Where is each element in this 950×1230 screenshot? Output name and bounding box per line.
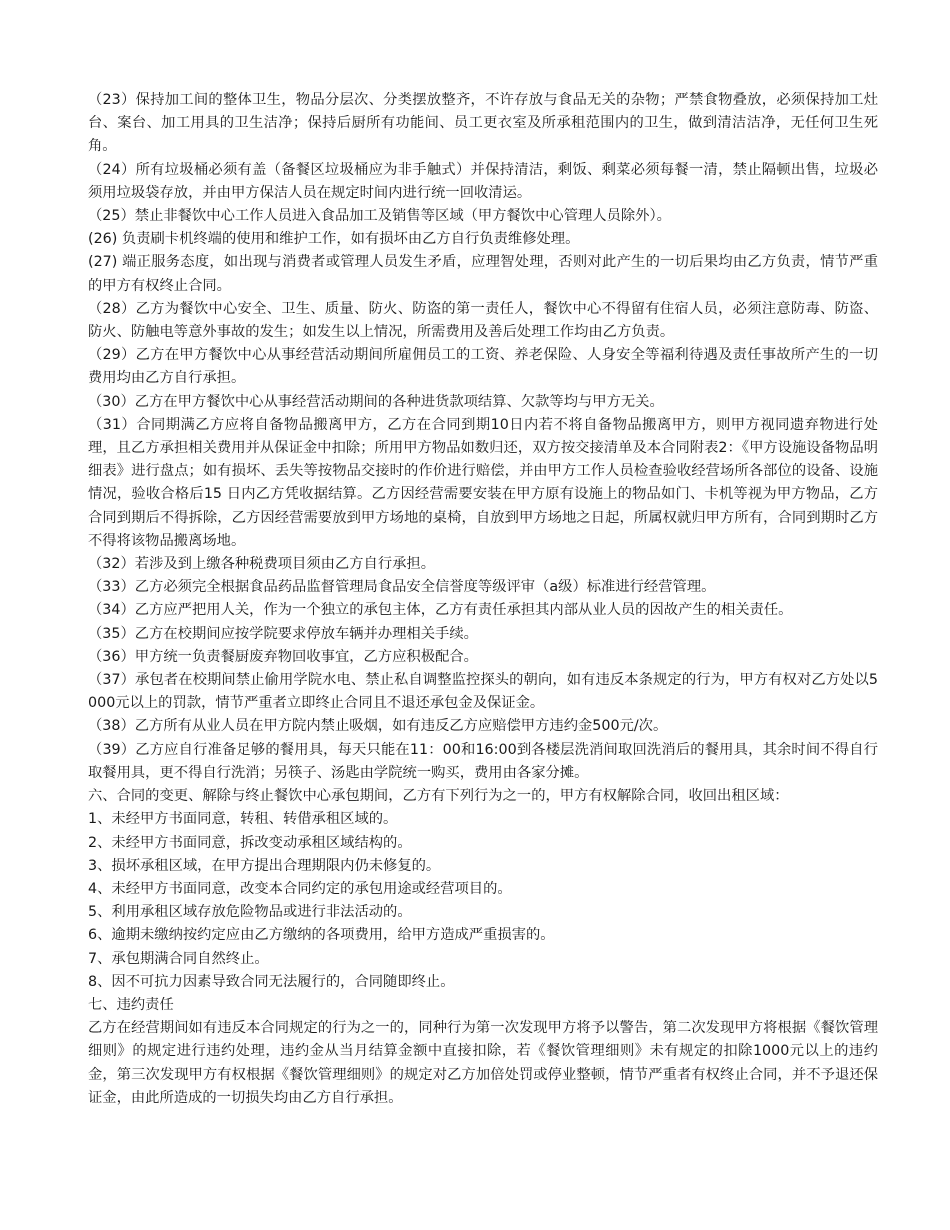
termination-item-7: 7、承包期满合同自然终止。 — [88, 950, 269, 967]
clause-32: （32）若涉及到上缴各种税费项目须由乙方自行承担。 — [88, 556, 436, 573]
termination-item-6: 6、逾期未缴纳按约定应由乙方缴纳的各项费用，给甲方造成严重损害的。 — [88, 927, 555, 944]
clause-33: （33）乙方必须完全根据食品药品监督管理局食品安全信誉度等级评审（a级）标准进行经营管理。 — [88, 579, 716, 596]
clause-31: （31）合同期满乙方应将自备物品搬离甲方，乙方在合同到期10日内若不将自备物品搬离甲方，则甲方视同遗弃物进行处理，且乙方承担相关费用并从保证金中扣除；所用甲方物品如数归还，双方按交接清单及本合同附表2：《甲方设施设备物品明细表》进行盘点；如有损坏、丢失等按物品交接时的作价进行赔偿，并由甲方工作人员检查验收经营场所各部位的设备、设施情况，验收合格后15 日内乙方凭收据结算。乙方因经营需要安装在甲方原有设施上的物品如门、卡机等视为甲方物品，乙方合同到期后不得拆除，乙方因经营需要放到甲方场地的桌椅，自放到甲方场地之日起，所属权就归甲方所有，合同到期时乙方不得将该物品搬离场地。 — [88, 416, 878, 549]
clause-28: （28）乙方为餐饮中心安全、卫生、质量、防火、防盗的第一责任人，餐饮中心不得留有住宿人员，必须注意防毒、防盗、防火、防触电等意外事故的发生；如发生以上情况，所需费用及善后处理工作均由乙方负责。 — [88, 300, 878, 341]
section-6-heading: 六、合同的变更、解除与终止餐饮中心承包期间，乙方有下列行为之一的，甲方有权解除合同，收回出租区域： — [88, 788, 789, 805]
clause-27: (27) 端正服务态度，如出现与消费者或管理人员发生矛盾，应理智处理，否则对此产生的一切后果均由乙方负责，情节严重的甲方有权终止合同。 — [88, 254, 878, 294]
clause-37: （37）承包者在校期间禁止偷用学院水电、禁止私自调整监控探头的朝向，如有违反本条规定的行为，甲方有权对乙方处以5000元以上的罚款，情节严重者立即终止合同且不退还承包金及保证金。 — [88, 672, 878, 712]
termination-item-8: 8、因不可抗力因素导致合同无法履行的，合同随即终止。 — [88, 973, 455, 990]
clause-25: （25）禁止非餐饮中心工作人员进入食品加工及销售等区域（甲方餐饮中心管理人员除外）。 — [88, 208, 671, 225]
clause-24: （24）所有垃圾桶必须有盖（备餐区垃圾桶应为非手触式）并保持清洁，剩饭、剩菜必须每餐一清，禁止隔顿出售，垃圾必须用垃圾袋存放，并由甲方保洁人员在规定时间内进行统一回收清运。 — [88, 161, 878, 201]
termination-item-4: 4、未经甲方书面同意，改变本合同约定的承包用途或经营项目的。 — [88, 880, 512, 897]
clause-23: （23）保持加工间的整体卫生，物品分层次、分类摆放整齐，不许存放与食品无关的杂物；严禁食物叠放，必须保持加工灶台、案台、加工用具的卫生洁净；保持后厨所有功能间、员工更衣室及所承租范围内的卫生，做到清洁洁净，无任何卫生死角。 — [88, 92, 878, 155]
termination-item-1: 1、未经甲方书面同意，转租、转借承租区域的。 — [88, 811, 398, 828]
clause-35: （35）乙方在校期间应按学院要求停放车辆并办理相关手续。 — [88, 625, 478, 642]
termination-item-2: 2、未经甲方书面同意，拆改变动承租区域结构的。 — [88, 834, 412, 851]
termination-item-3: 3、损坏承租区域，在甲方提出合理期限内仍未修复的。 — [88, 857, 441, 874]
breach-liability-paragraph: 乙方在经营期间如有违反本合同规定的行为之一的，同种行为第一次发现甲方将予以警告，第二次发现甲方将根据《餐饮管理细则》的规定进行违约处理，违约金从当月结算金额中直接扣除，若《餐饮管理细则》未有规定的扣除1000元以上的违约金，第三次发现甲方有权根据《餐饮管理细则》的规定对乙方加倍处罚或停业整顿，情节严重者有权终止合同，并不予退还保证金，由此所造成的一切损失均由乙方自行承担。 — [88, 1020, 878, 1106]
clause-26: (26) 负责刷卡机终端的使用和维护工作，如有损坏由乙方自行负责维修处理。 — [88, 231, 580, 248]
clause-30: （30）乙方在甲方餐饮中心从事经营活动期间的各种进货款项结算、欠款等均与甲方无关。 — [88, 393, 664, 410]
document-body — [88, 89, 878, 1110]
termination-item-5: 5、利用承租区域存放危险物品或进行非法活动的。 — [88, 904, 412, 921]
clause-38: （38）乙方所有从业人员在甲方院内禁止吸烟，如有违反乙方应赔偿甲方违约金500元/次。 — [88, 718, 668, 735]
clause-29: （29）乙方在甲方餐饮中心从事经营活动期间所雇佣员工的工资、养老保险、人身安全等福利待遇及责任事故所产生的一切费用均由乙方自行承担。 — [88, 347, 878, 387]
section-7-heading: 七、违约责任 — [88, 996, 174, 1013]
clause-39: （39）乙方应自行准备足够的餐用具，每天只能在11：00和16:00到各楼层洗消间取回洗消后的餐用具，其余时间不得自行取餐用具，更不得自行洗消；另筷子、汤匙由学院统一购买，费用由各家分摊。 — [88, 741, 878, 781]
clause-36: （36）甲方统一负责餐厨废弃物回收事宜，乙方应积极配合。 — [88, 648, 478, 665]
clause-34: （34）乙方应严把用人关，作为一个独立的承包主体，乙方有责任承担其内部从业人员的因故产生的相关责任。 — [88, 602, 793, 619]
